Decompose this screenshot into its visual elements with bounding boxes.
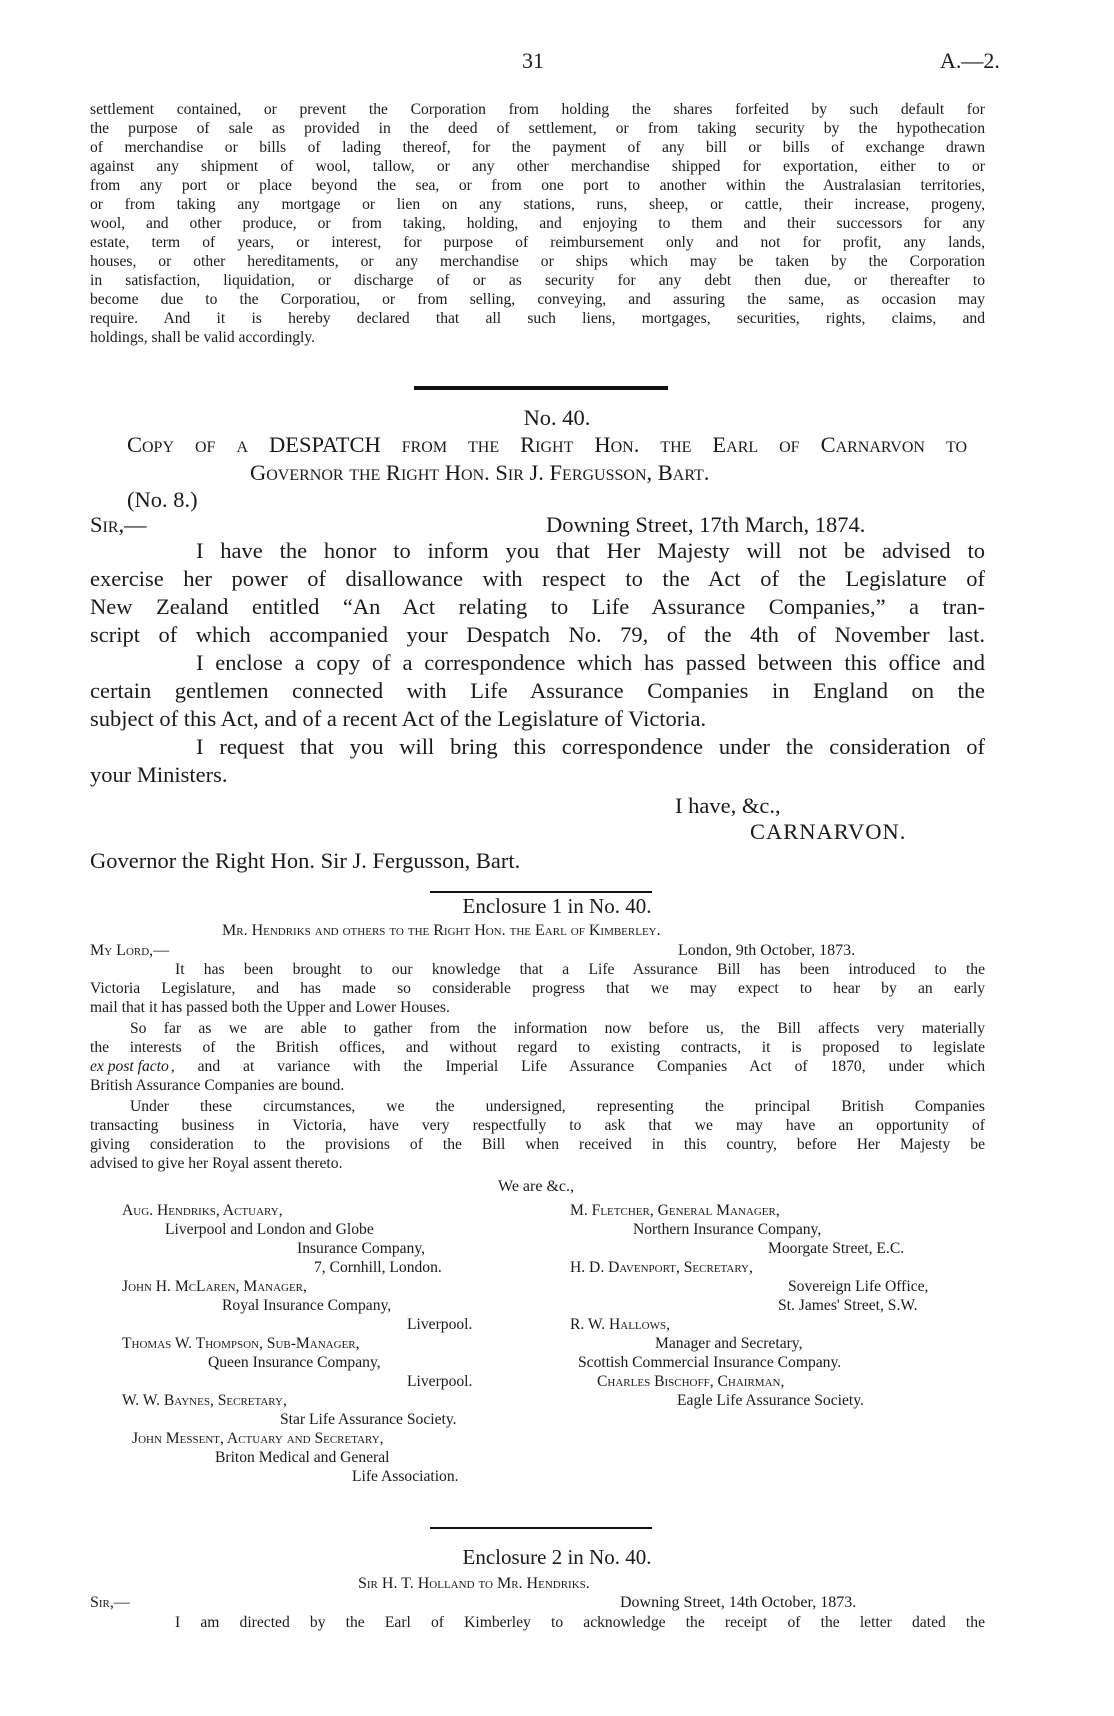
- intro-line: the purpose of sale as provided in the deed of settlement, or from taking security by the hypothecation: [90, 120, 985, 137]
- signatory-right: St. James' Street, S.W.: [778, 1297, 918, 1314]
- despatch-addressee: Governor the Right Hon. Sir J. Fergusson, Bart.: [90, 848, 521, 873]
- despatch-line: script of which accompanied your Despatch No. 79, of the 4th of November last.: [90, 622, 985, 647]
- intro-line: require. And it is hereby declared that all such liens, mortgages, securities, rights, claims, and: [90, 310, 985, 327]
- signatory-left: Life Association.: [352, 1468, 459, 1485]
- despatch-closing: I have, &c.,: [675, 793, 781, 818]
- signatory-right: Manager and Secretary,: [655, 1335, 803, 1352]
- intro-line: or from taking any mortgage or lien on any stations, runs, sheep, or cattle, their increase, progeny,: [90, 196, 985, 213]
- despatch-title-line2: Governor the Right Hon. Sir J. Fergusson, Bart.: [250, 460, 710, 485]
- signatory-left: Liverpool.: [407, 1316, 473, 1333]
- signatory-right: M. Fletcher, General Manager,: [570, 1202, 780, 1219]
- enclosure1-closing: We are &c.,: [498, 1178, 574, 1195]
- section-rule: [430, 1527, 652, 1529]
- signatory-left: Liverpool.: [407, 1373, 473, 1390]
- despatch-line: subject of this Act, and of a recent Act of the Legislature of Victoria.: [90, 706, 707, 731]
- signatory-right: R. W. Hallows,: [570, 1316, 670, 1333]
- signatory-left: Star Life Assurance Society.: [280, 1411, 457, 1428]
- despatch-place-date: Downing Street, 17th March, 1874.: [546, 512, 866, 537]
- enclosure1-subheading: Mr. Hendriks and others to the Right Hon. the Earl of Kimberley.: [222, 922, 661, 939]
- latin-phrase: ex post facto: [90, 1058, 169, 1075]
- enclosure1-line: Under these circumstances, we the undersigned, representing the principal British Companies: [130, 1098, 985, 1115]
- enclosure1-line: Victoria Legislature, and has made so considerable progress that we may expect to hear by an early: [90, 980, 985, 997]
- signatory-left: Aug. Hendriks, Actuary,: [122, 1202, 283, 1219]
- signatory-right: Moorgate Street, E.C.: [768, 1240, 905, 1257]
- intro-line: wool, and other produce, or from taking, holding, and enjoying to them and their successors for any: [90, 215, 985, 232]
- despatch-reference: (No. 8.): [127, 487, 198, 512]
- despatch-line: I have the honor to inform you that Her Majesty will not be advised to: [196, 538, 985, 563]
- intro-line: become due to the Corporatiou, or from selling, conveying, and assuring the same, as occasion may: [90, 291, 985, 308]
- signatory-right: Eagle Life Assurance Society.: [677, 1392, 864, 1409]
- despatch-line: exercise her power of disallowance with respect to the Act of the Legislature of: [90, 566, 985, 591]
- signatory-left: W. W. Baynes, Secretary,: [122, 1392, 287, 1409]
- enclosure2-heading: Enclosure 2 in No. 40.: [462, 1545, 652, 1569]
- enclosure2-salutation: Sir,—: [90, 1594, 130, 1611]
- signatory-left: John H. McLaren, Manager,: [122, 1278, 307, 1295]
- intro-line: settlement contained, or prevent the Corporation from holding the shares forfeited by such default for: [90, 101, 985, 118]
- signatory-left: Liverpool and London and Globe: [165, 1221, 374, 1238]
- despatch-line: your Ministers.: [90, 762, 228, 787]
- intro-line: in satisfaction, liquidation, or discharge of or as security for any debt then due, or thereafter to: [90, 272, 985, 289]
- enclosure1-line: It has been brought to our knowledge that a Life Assurance Bill has been introduced to the: [175, 961, 985, 978]
- document-reference: A.—2.: [940, 48, 1000, 73]
- despatch-line: I enclose a copy of a correspondence which has passed between this office and: [196, 650, 985, 675]
- despatch-signature: CARNARVON.: [750, 819, 907, 844]
- section-rule: [414, 386, 668, 390]
- enclosure1-line: British Assurance Companies are bound.: [90, 1077, 345, 1094]
- enclosure1-line: [90, 1058, 985, 1076]
- signatory-left: Briton Medical and General: [215, 1449, 390, 1466]
- signatory-left: Royal Insurance Company,: [222, 1297, 392, 1314]
- enclosure1-line-rest: , and at variance with the Imperial Life Assurance Companies Act of 1870, under which: [170, 1058, 985, 1075]
- signatory-left: John Messent, Actuary and Secretary,: [132, 1430, 384, 1447]
- enclosure1-line: So far as we are able to gather from the information now before us, the Bill affects very materially: [130, 1020, 985, 1037]
- enclosure2-place-date: Downing Street, 14th October, 1873.: [620, 1594, 857, 1611]
- signatory-right: Sovereign Life Office,: [788, 1278, 929, 1295]
- intro-line: estate, term of years, or interest, for purpose of reimbursement only and not for profit, any lands,: [90, 234, 985, 251]
- despatch-line: certain gentlemen connected with Life Assurance Companies in England on the: [90, 678, 985, 703]
- despatch-salutation: Sir,—: [90, 512, 147, 537]
- enclosure1-heading: Enclosure 1 in No. 40.: [462, 894, 652, 918]
- enclosure1-line: transacting business in Victoria, have very respectfully to ask that we may have an opportunity of: [90, 1117, 985, 1134]
- despatch-line: New Zealand entitled “An Act relating to Life Assurance Companies,” a tran-: [90, 594, 985, 619]
- enclosure1-place-date: London, 9th October, 1873.: [678, 942, 856, 959]
- enclosure1-line: mail that it has passed both the Upper and Lower Houses.: [90, 999, 450, 1016]
- signatory-right: Scottish Commercial Insurance Company.: [578, 1354, 842, 1371]
- intro-line: houses, or other hereditaments, or any merchandise or ships which may be taken by the Corporation: [90, 253, 985, 270]
- signatory-left: Thomas W. Thompson, Sub-Manager,: [122, 1335, 360, 1352]
- page-number: 31: [522, 48, 544, 73]
- despatch-number: No. 40.: [523, 405, 591, 430]
- enclosure2-line: I am directed by the Earl of Kimberley to acknowledge the receipt of the letter dated the: [175, 1614, 985, 1631]
- despatch-title-line1: [127, 431, 967, 458]
- signatory-left: Insurance Company,: [297, 1240, 426, 1257]
- signatory-right: H. D. Davenport, Secretary,: [570, 1259, 753, 1276]
- enclosure1-line: advised to give her Royal assent thereto.: [90, 1155, 343, 1172]
- intro-line: against any shipment of wool, tallow, or any other merchandise shipped for exportation, either to or: [90, 158, 985, 175]
- enclosure2-subheading: Sir H. T. Holland to Mr. Hendriks.: [358, 1575, 590, 1592]
- despatch-line: I request that you will bring this correspondence under the consideration of: [196, 734, 985, 759]
- signatory-left: Queen Insurance Company,: [208, 1354, 381, 1371]
- enclosure1-line: giving consideration to the provisions of the Bill when received in this country, before Her Majesty be: [90, 1136, 985, 1153]
- intro-line: of merchandise or bills of lading thereof, for the payment of any bill or bills of exchange drawn: [90, 139, 985, 156]
- section-rule: [430, 891, 652, 893]
- signatory-left: 7, Cornhill, London.: [314, 1259, 442, 1276]
- intro-line: holdings, shall be valid accordingly.: [90, 329, 316, 346]
- signatory-right: Northern Insurance Company,: [633, 1221, 822, 1238]
- signatory-right: Charles Bischoff, Chairman,: [597, 1373, 785, 1390]
- intro-line: from any port or place beyond the sea, or from one port to another within the Australasian territories,: [90, 177, 985, 194]
- enclosure1-salutation: My Lord,—: [90, 942, 170, 959]
- enclosure1-line: the interests of the British offices, and without regard to existing contracts, it is proposed to legislate: [90, 1039, 985, 1056]
- despatch-title-text: Copy of a DESPATCH from the Right Hon. the Earl of Carnarvon to: [127, 432, 967, 457]
